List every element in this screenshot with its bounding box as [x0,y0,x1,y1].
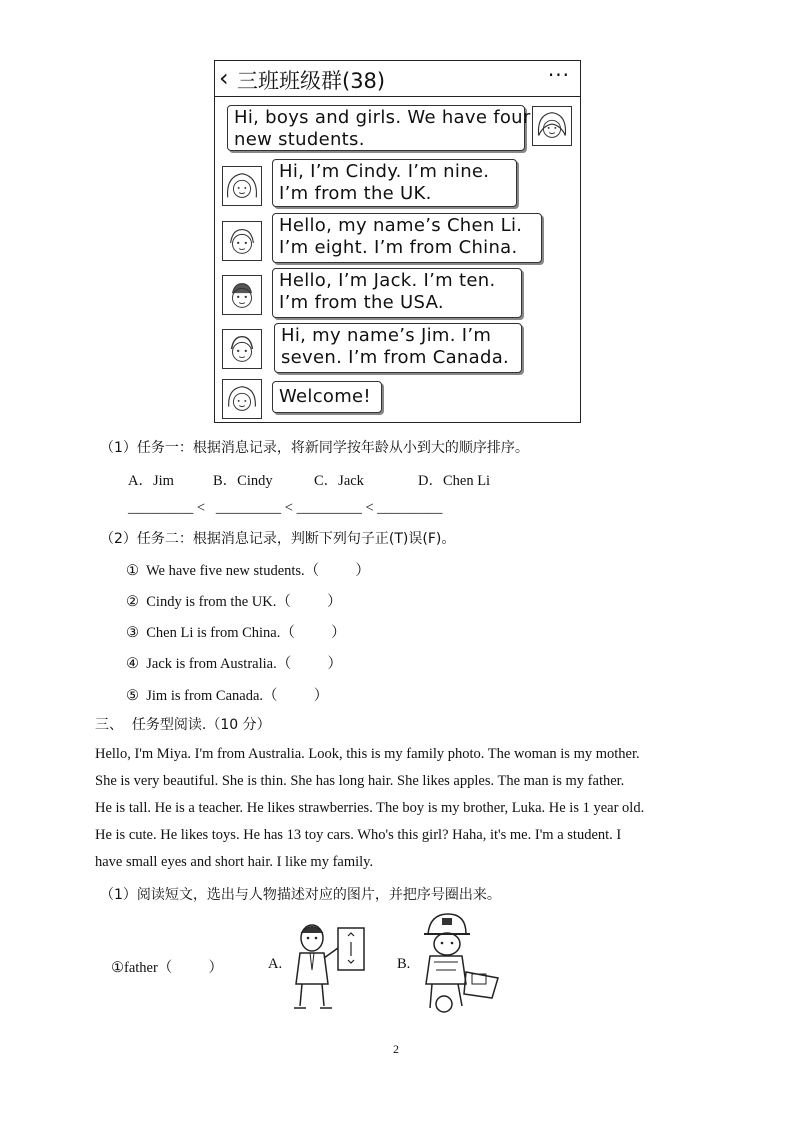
message-line: Hi, my name’s Jim. I’m [281,325,492,346]
option-a: A．Jim [128,473,174,489]
jack-avatar-icon [222,275,262,315]
message-bubble-welcome [272,381,382,413]
message-line: Welcome! [279,386,371,407]
answer-blanks[interactable]: _________ < _________ < _________ < _________ [128,500,443,516]
message-line: I’m from the UK. [279,183,432,204]
father-question: ①father（ ） [111,960,224,976]
option-c: C．Jack [314,473,364,489]
task1-heading: （1）任务一：根据消息记录，将新同学按年龄从小到大的顺序排序。 [100,440,529,456]
sub-heading: （1）阅读短文，选出与人物描述对应的图片，并把序号圈出来。 [100,887,501,903]
chen-li-avatar-icon [222,221,262,261]
option-b: B．Cindy [213,473,273,489]
message-line: I’m eight. I’m from China. [279,237,518,258]
teacher-avatar-icon [532,106,572,146]
worker-picture[interactable] [422,912,502,1014]
message-line: Hello, my name’s Chen Li. [279,215,523,236]
message-bubble-jim [274,323,522,373]
section3-heading: 三、 任务型阅读.（10 分） [95,717,271,733]
message-line: Hi, boys and girls. We have four [234,107,531,128]
judge-item: ⑤ Jim is from Canada.（ ） [126,688,329,704]
message-line: new students. [234,129,365,150]
message-bubble-jack [272,268,522,318]
more-icon[interactable]: ··· [547,63,570,87]
page-number: 2 [393,1042,399,1056]
message-line: I’m from the USA. [279,292,444,313]
message-line: Hi, I’m Cindy. I’m nine. [279,161,490,182]
passage-line: He is cute. He likes toys. He has 13 toy cars. Who's this girl? Haha, it's me. I'm a student. I [95,827,622,843]
judge-item: ④ Jack is from Australia.（ ） [126,656,342,672]
passage-line: have small eyes and short hair. I like my family. [95,854,374,870]
judge-item: ③ Chen Li is from China.（ ） [126,625,346,641]
task2-heading: （2）任务二：根据消息记录，判断下列句子正(T)误(F)。 [100,531,456,547]
back-icon[interactable]: ‹ [219,64,229,92]
message-bubble-chen-li [272,213,542,263]
passage-line: He is tall. He is a teacher. He likes strawberries. The boy is my brother, Luka. He is 1 year old. [95,800,645,816]
choice-a-label[interactable]: A. [268,956,283,972]
message-line: seven. I’m from Canada. [281,347,510,368]
teacher-picture[interactable] [290,918,372,1010]
message-bubble-teacher [227,105,531,151]
jim-avatar-icon [222,329,262,369]
cindy-avatar-icon [222,166,262,206]
classmate-avatar-icon [222,379,262,419]
chat-title: 三班班级群(38) [237,69,386,93]
choice-b-label[interactable]: B. [397,956,411,972]
message-line: Hello, I’m Jack. I’m ten. [279,270,496,291]
reading-passage [95,741,705,876]
chat-header [215,61,580,97]
message-bubble-cindy [272,159,517,207]
passage-line: She is very beautiful. She is thin. She has long hair. She likes apples. The man is my father. [95,773,625,789]
passage-line: Hello, I'm Miya. I'm from Australia. Look, this is my family photo. The woman is my mother. [95,746,640,762]
option-d: D．Chen Li [418,473,491,489]
judge-item: ② Cindy is from the UK.（ ） [126,594,342,610]
chat-screenshot [214,60,581,423]
judge-item: ① We have five new students.（ ） [126,563,370,579]
